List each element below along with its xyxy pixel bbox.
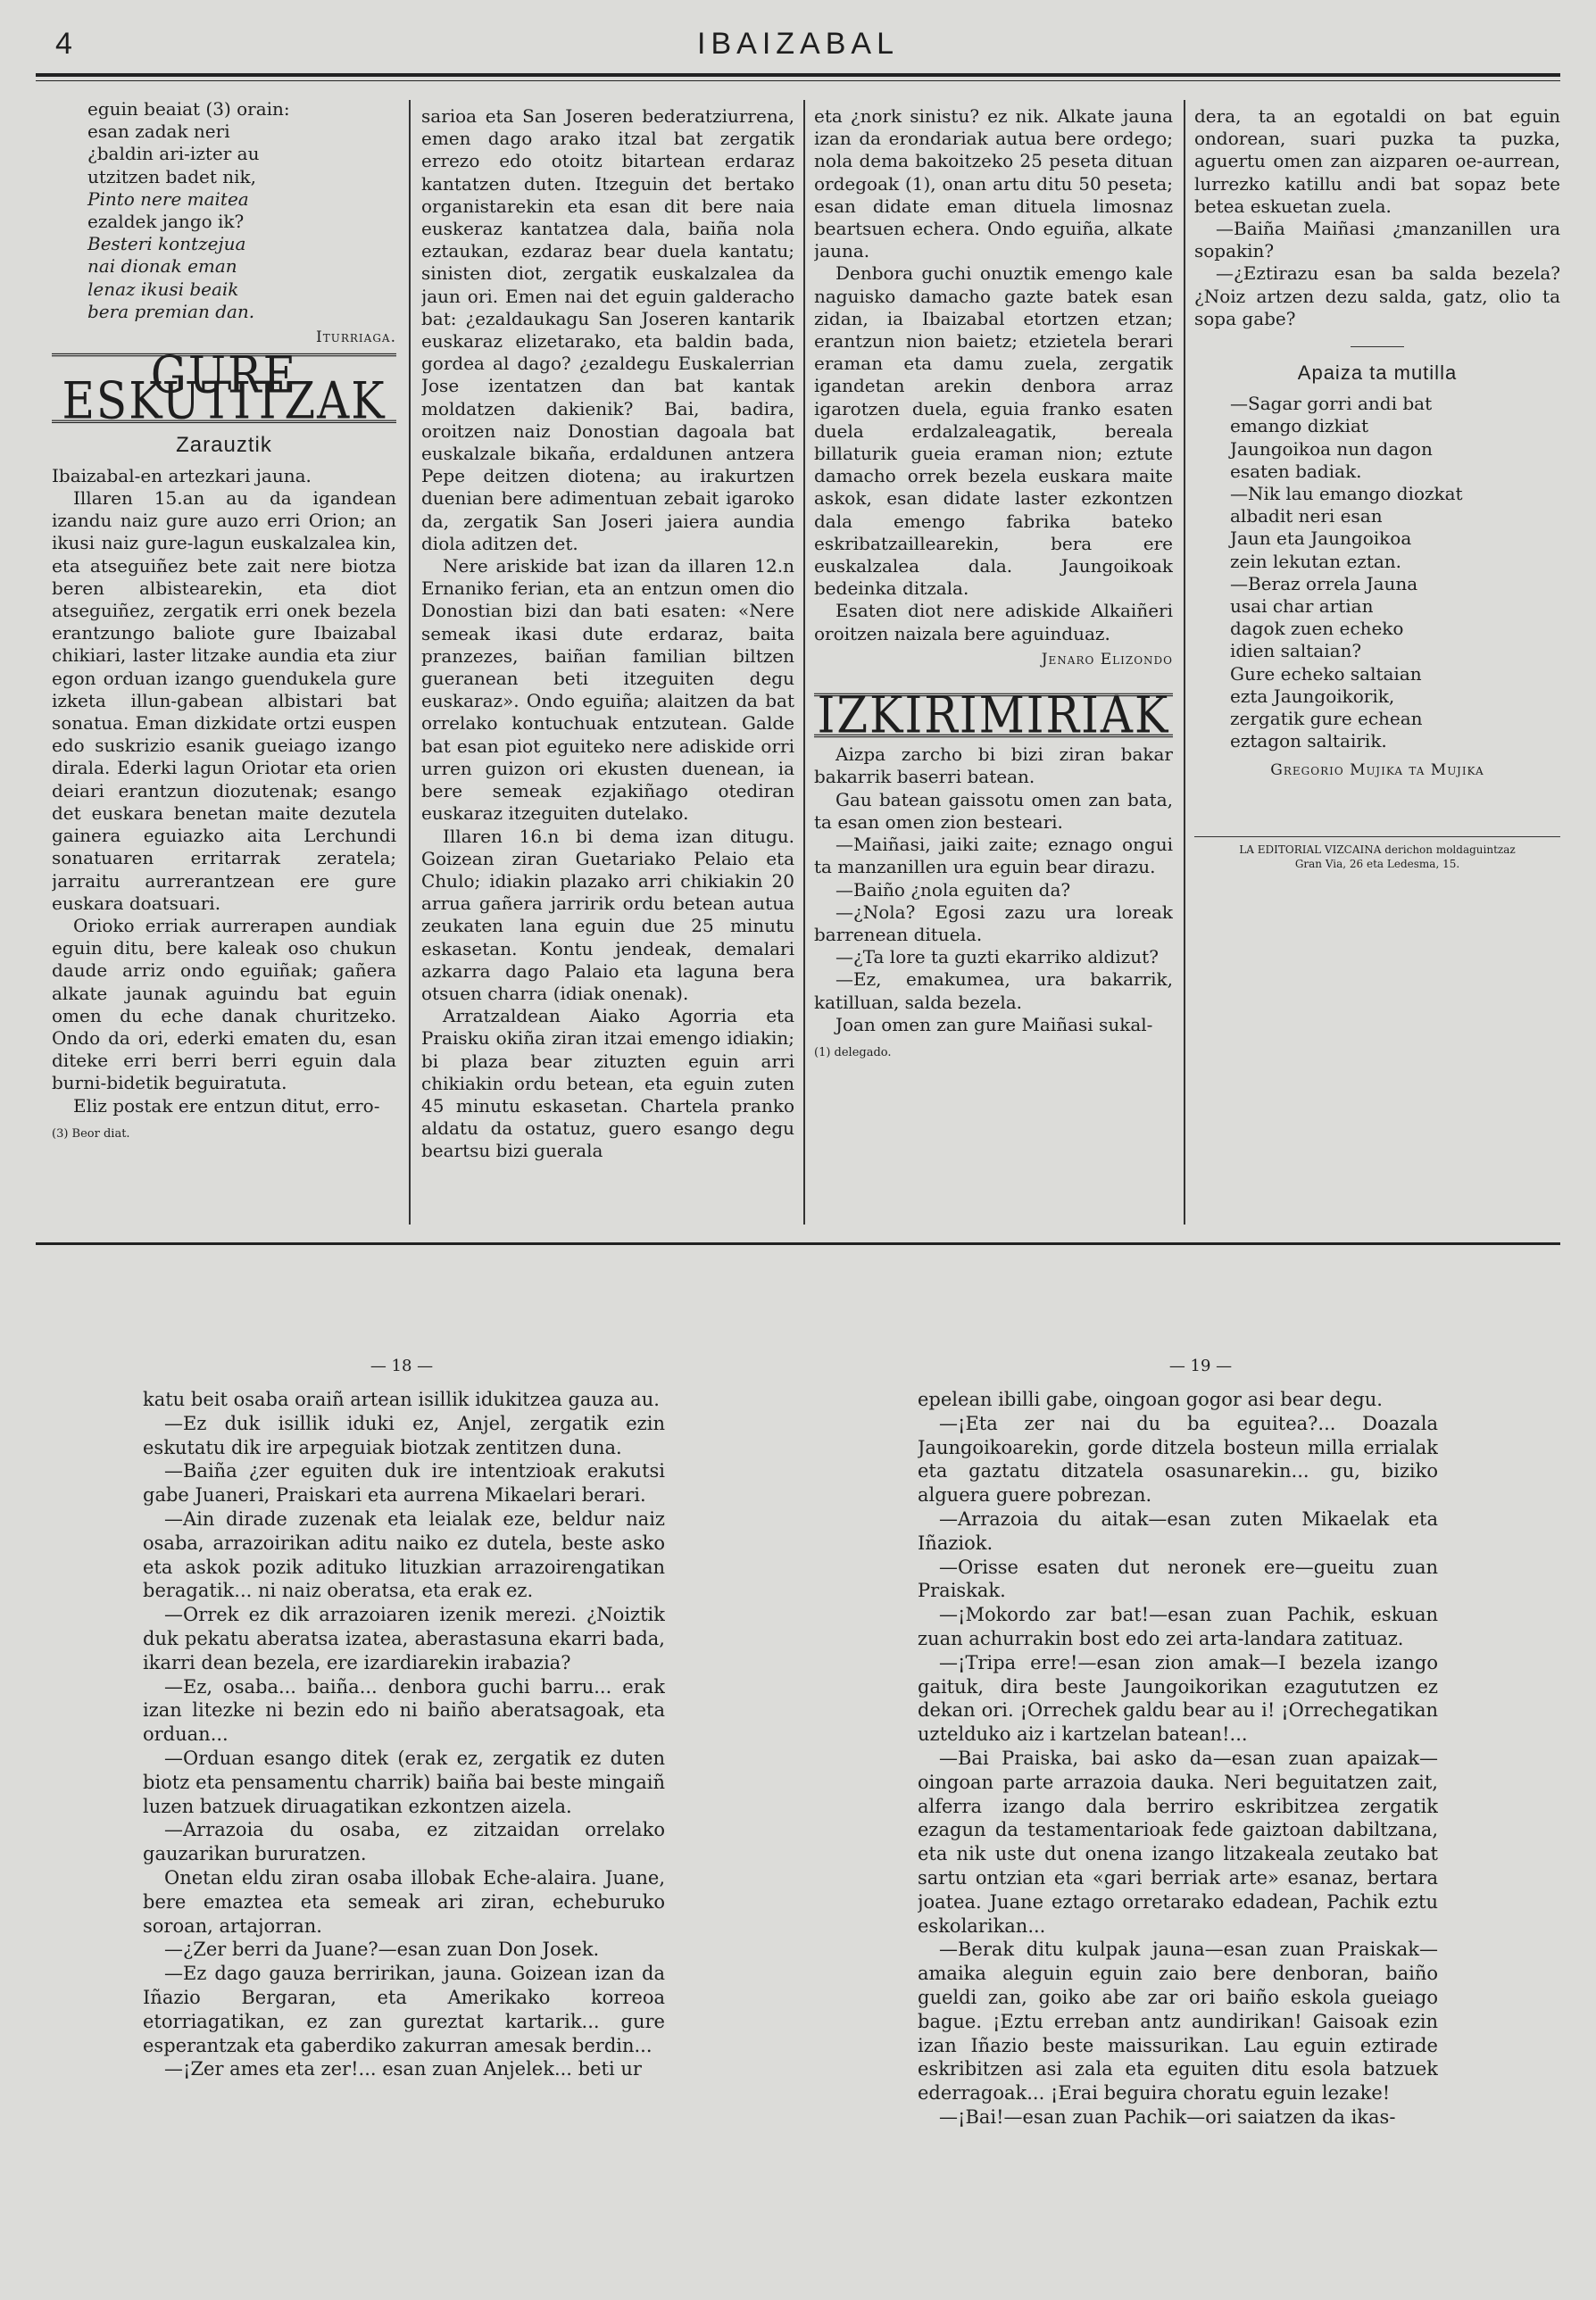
story-paragraph: Aizpa zarcho bi bizi ziran bakar bakarrik baserri batean. xyxy=(814,743,1173,788)
poem-line: Gure echeko saltaian xyxy=(1230,662,1422,685)
poem-line: ezta Jaungoikorik, xyxy=(1230,685,1395,707)
poem-line: —Sagar gorri andi bat xyxy=(1230,393,1433,415)
paragraph: —Ez duk isillik iduki ez, Anjel, zergatik ezin eskutatu dik ire arpeguiak biotzak zentitzen duna. xyxy=(143,1412,665,1458)
paragraph: Onetan eldu ziran osaba illobak Eche-alaira. Juane, bere emaztea eta semeak ari ziran, echeburuko soroan, artajorran. xyxy=(143,1866,665,1937)
poem-line: zergatik gure echean xyxy=(1230,708,1423,730)
poem-line: usai char artian xyxy=(1230,595,1374,618)
column-divider xyxy=(409,100,411,1225)
paragraph: —Orrek ez dik arrazoiaren izenik merezi. ¿Noiztik duk pekatu aberatsa izatea, aberastasuna ekarri bada, ikarri dean bezela, ere izardiarekin irabazia? xyxy=(143,1604,665,1673)
poem-line: eguin beaiat (3) orain: xyxy=(87,98,290,120)
paragraph: —¡Eta zer nai du ba eguitea?... Doazala Jaungoikoarekin, gorde ditzela bosteun milla errialak eta gaztatu ditzatela osasunarekin... gu, biziko alguera guere pobrezan. xyxy=(918,1412,1438,1507)
poem-line: esaten badiak. xyxy=(1230,460,1362,482)
story-paragraph: —Ez, emakumea, ura bakarrik, katilluan, salda bezela. xyxy=(814,968,1173,1013)
article-signature: Jenaro Elizondo xyxy=(1041,650,1173,668)
paragraph: —Ez dago gauza berririkan, jauna. Goizean izan da Iñazio Bergaran, eta Amerikako korreoa etorriagatikan, ez zan gureztat kartarik... gure esperantzak eta gaberdiko zakurran amesak berdin... xyxy=(143,1963,665,2056)
column-4 xyxy=(1194,105,1560,1221)
poem-line: ezaldek jango ik? xyxy=(87,211,245,233)
paragraph: —¡Zer ames eta zer!... esan zuan Anjelek... beti ur xyxy=(164,2058,642,2080)
paragraph: Eliz postak ere entzun ditut, erro- xyxy=(73,1094,380,1117)
paragraph: —Arrazoia du osaba, ez zitzaidan orrelako gauzarikan bururatzen. xyxy=(143,1819,665,1865)
column-3 xyxy=(814,105,1173,1221)
poem-continuation xyxy=(52,98,396,323)
imprint-line: LA EDITORIAL VIZCAINA derichon moldaguintzaz xyxy=(1239,843,1516,856)
section-title-gure-eskutitzak: GURE ESKUTITZAK xyxy=(52,353,396,424)
paragraph: sarioa eta San Joseren bederatziurrena, emen dago arako itzal bat zergatik errezo edo otoitz bitartean erdaraz kantatzen duten. Itzeguin det bertako organistarekin eta esan dit bere naia euskeraz kantatzea dala, baiña nola eztaukan, ezdaraz bear duela kantatu; sinisten diot, zergatik euskalzalea da jaun ori. Emen nai det eguin galderacho bat: ¿ezaldaukagu San Joseren kantarik euskaraz elizetarako, eta baldin bada, gordea al dago? ¿ezaldegu Euskalerrian Jose izentatzen dan bat kantak moldatzen dakienik? Bai, badira, oroitzen naiz Donostian dagoala bat euskalzale bikaña, erdaldunen antzera Pepe deitzen diotena; au irakurtzen duenian bere adimentuan zebait igaroko da, zergatik San Joseri jaiera aundia diola aditzen det. xyxy=(421,105,794,554)
paragraph: —Arrazoia du aitak—esan zuten Mikaelak eta Iñaziok. xyxy=(918,1507,1438,1554)
poem-line: Besteri kontzejua xyxy=(87,233,246,255)
poem-line: —Beraz orrela Jauna xyxy=(1230,572,1418,594)
paragraph: —¡Tripa erre!—esan zion amak—I bezela izango gaituk, dira beste Jaungoikorikan ezagututzen ez dekan ori. ¡Orrechek galdu bear au i! ¡Orrechegatikan uzteldukо aiz i kartzelan batean!... xyxy=(918,1651,1438,1746)
header-rule xyxy=(36,73,1560,77)
poem-title: Apaiza ta mutilla xyxy=(1297,361,1458,385)
supplement-page-18 xyxy=(143,1388,665,2289)
paragraph: —Ez, osaba... baiña... denbora guchi barru... erak izan litezke ni bezin edo ni baiño aberatsagoak, eta orduan... xyxy=(143,1675,665,1746)
story-paragraph: —¿Ta lore ta guzti ekarriko aldizut? xyxy=(835,946,1159,968)
poem-line: Pinto nere maitea xyxy=(87,187,249,210)
paragraph: Nere ariskide bat izan da illaren 12.n Ernaniko ferian, eta an entzun omen dio Donostian bizi dan bati esaten: «Nere semeak ikasi dute erdaraz, baita pranzezes, baiñan familian biltzen gueranean beti itzeguiten degu euskaraz». Ondo eguiña; alaitzen da bat orrelako kontuchuak entzutean. Galde bat esan piot eguiteko nere adiskide orri urren guizon ori ekusten duenean, ia bere semeak ezjakiñago otediran euskaraz itzeguiten dutelako. xyxy=(421,555,794,825)
paragraph: —Baiña ¿zer eguiten duk ire intentzioak erakutsi gabe Juaneri, Praiskari eta aurrena Mikaelari berari. xyxy=(143,1460,665,1507)
masthead-title: IBAIZABAL xyxy=(697,27,899,61)
story-paragraph: —Baiño ¿nola eguiten da? xyxy=(835,878,1071,901)
paragraph: Denbora guchi onuztik emengo kale naguisko damacho gazte batek esan zidan, ia Ibaizabal etortzen etzan; erantzun nion baietz; etzietela berari eraman eta damu zuela, zergatik igandetan arekin denbora arraz igarotzen duela, eguia franko esaten duela erdalzaleagatik, bereala billaturik gueia eraman nion; eztute damacho orrek bezela euskara maite askok, esan didate laster ezkontzen dala emengo fabrika bateko eskribatzaillearekin, bera ere euskalzalea dala. Jaungoikoak bedeinka ditzala. xyxy=(814,262,1173,600)
poem-line: utzitzen badet nik, xyxy=(87,165,257,187)
paragraph: —¡Bai!—esan zuan Pachik—ori saiatzen da ikas- xyxy=(939,2105,1396,2128)
poem-line: —Nik lau emango diozkat xyxy=(1230,483,1463,505)
poem-line: dagok zuen echeko xyxy=(1230,618,1404,640)
poem-line: lenaz ikusi beaik xyxy=(87,278,239,300)
paragraph: —Ain dirade zuzenak eta leialak eze, beldur naiz osaba, arrazoirikan aditu naiko ez dutela, beste asko eta askok pozik adituko lituzkian arrazoirengatikan beragatik... ni naiz oberatsa, eta erak ez. xyxy=(143,1507,665,1602)
salutation: Ibaizabal-en artezkari jauna. xyxy=(52,464,312,486)
paragraph: epelean ibilli gabe, oingoan gogor asi bear degu. xyxy=(918,1389,1383,1410)
letter-origin: Zarauztik xyxy=(176,432,272,457)
paragraph: —Berak ditu kulpak jauna—esan zuan Praiskak—amaika aleguin eguin zaio bere denboran, baiño gueldi zan, goiko abe zar ori baiño eskola gueiago bague. ¡Eztu erreban antz aundirikan! Gaisoak ezin izan Iñazio beste maissurikan. Lau eguin eztirade eskribitzen asi zala eta eguiten ditu esola batzuek ederragoak... ¡Erai beguira choratu eguin lezake! xyxy=(918,1939,1438,2105)
paragraph: Arratzaldean Aiako Agorria eta Praisku okiña ziran itzai emengo idiakin; bi plaza bear zituzten eguin arri chikiakin ordu betean, eta eguin zuten 45 minutu eskasetan. Chartela pranko aldatu da ostatuz, guero esango degu beartsu bizi guerala xyxy=(421,1005,794,1162)
paragraph: eta ¿nork sinistu? ez nik. Alkate jauna izan da erondariak autua bere ordego; nola dema bakoitzeko 25 peseta dituan ordegoak (1), onan artu ditu 50 peseta; esan didate eman dituela limosnaz beartsuen echera. Ondo eguiña, alkate jauna. xyxy=(814,105,1173,262)
poem-line: nai dionak eman xyxy=(87,255,237,278)
column-divider xyxy=(1184,100,1185,1225)
paragraph: Orioko erriak aurrerapen aundiak eguin ditu, bere kaleak oso chukun daude arriz ondo eguiñak; gañera alkate jaunak aguindu bat eguin omen du eche danak churitzeko. Ondo da ori, ederki ematen du, esan diteke erri berri berri eguin dala burni-bidetik beguiratuta. xyxy=(52,914,396,1094)
paragraph: —¡Mokordo zar bat!—esan zuan Pachik, eskuan zuan achurrakin bost edo zei arta-landara zatituaz. xyxy=(918,1604,1438,1649)
column-1 xyxy=(52,98,396,1214)
page-fold-rule xyxy=(36,1242,1560,1245)
story-paragraph: —¿Nola? Egosi zazu ura loreak barrenean dituela. xyxy=(814,901,1173,945)
poem-line: ¿baldin ari-izter au xyxy=(87,143,260,165)
section-title-izkirimiriak: IZKIRIMIRIAK xyxy=(814,693,1173,738)
paragraph: katu beit osaba oraiñ artean isillik idukitzea gauza au. xyxy=(143,1389,660,1410)
paragraph: —Orduan esango ditek (erak ez, zergatik ez duten biotz eta pensamentu charrik) baiña bai beste mingaiñ luzen batzuek diruagatikan ezkontzen aizela. xyxy=(143,1747,665,1817)
paragraph: Illaren 15.an au da igandean izandu naiz gure auzo erri Orion; an ikusi naiz gure-lagun euskalzalea kin, eta atseguiñez bete zait nere biotza beren albistearekin, eta diot atseguiñez, zergatik erri onek bezela erantzungo baliote gure Ibaizabal chikiari, laster litzake aundia eta ziur egon orduan izango guendukela gure izketa illun-gabean albistari bat sonatua. Eman dizkidate ortzi euspen edo suskrizio esanik gueiago izango dirala. Ederki lagun Oriotar eta orien deiari erantzun diozutenak; esango det euskara benetan maite dezutela gainera eguiazko aita Lerchundi sonatuaren erritarrak zeratela; jarraitu aurrerantzean ere gure euskara doatsuari. xyxy=(52,487,396,914)
story-paragraph: —Maiñasi, jaiki zaite; eznago ongui ta manzanillen ura eguin bear dirazu. xyxy=(814,834,1173,878)
poem-line: zein lekutan eztan. xyxy=(1230,550,1402,572)
column-2 xyxy=(421,105,794,1221)
poem-line: Jaungoikoa nun dagon xyxy=(1230,437,1433,460)
paragraph: Illaren 16.n bi dema izan ditugu. Goizean ziran Guetariako Pelaio eta Chulo; idiakin plazako arri chikiakin 20 arrua gañera jarririk ordu betean autua zeukaten lana eguin due 25 minutu eskasetan. Kontu jendeak, demalari azkarra dago Palaio eta laguna bera otsuen charra (idiak onenak). xyxy=(421,825,794,1004)
header-rule-thin xyxy=(36,80,1560,81)
poem-line: bera premian dan. xyxy=(87,300,255,322)
poem-signature: Gregorio Mujika ta Mujika xyxy=(1270,761,1484,780)
paragraph: —¿Zer berri da Juane?—esan zuan Don Josek. xyxy=(164,1939,600,1961)
poem-line: eztagon saltairik. xyxy=(1230,730,1387,752)
footnote: (3) Beor diat. xyxy=(52,1126,130,1141)
folio-19: — 19 — xyxy=(1168,1357,1233,1375)
poem-signature: Iturriaga. xyxy=(316,328,396,347)
story-paragraph: Joan omen zan gure Maiñasi sukal- xyxy=(835,1013,1153,1035)
story-paragraph: Gau batean gaissotu omen zan bata, ta esan omen zion besteari. xyxy=(814,788,1173,833)
folio-18: — 18 — xyxy=(370,1357,434,1375)
page-number: 4 xyxy=(55,27,72,61)
supplement-page-19 xyxy=(918,1388,1438,2289)
separator xyxy=(1351,346,1404,347)
paragraph: —Bai Praiska, bai asko da—esan zuan apaizak—oingoan parte arrazoia dauka. Neri beguitatzen zait, alferra izango dala berriro eskribitzea zergatik ezagun da testamentarioak fede gaiztoan dabiltzana, eta nik uste dut onena izango litzakeala zeutako bat sartu ontzian eta «gari berriak arte» esanaz, bertara joatea. Juane eztago orretarako edadean, Pachik eztu eskolarikan... xyxy=(918,1747,1438,1937)
paragraph: —Orisse esaten dut neronek ere—gueitu zuan Praiskak. xyxy=(918,1556,1438,1602)
imprint-line: Gran Via, 26 eta Ledesma, 15. xyxy=(1294,857,1460,870)
footnote: (1) delegado. xyxy=(814,1045,892,1059)
poem-line: Jaun eta Jaungoikoa xyxy=(1230,527,1412,550)
column-divider xyxy=(803,100,805,1225)
paragraph: Esaten diot nere adiskide Alkaiñeri oroitzen naizala bere aguinduaz. xyxy=(814,600,1173,644)
poem-line: albadit neri esan xyxy=(1230,505,1383,527)
story-paragraph: —Baiña Maiñasi ¿manzanillen ura sopakin? xyxy=(1194,218,1560,262)
poem-line: esan zadak neri xyxy=(87,120,230,143)
story-paragraph: dera, ta an egotaldi on bat eguin ondorean, suari puzka ta puzka, aguertu omen zan aizparen oe-aurrean, lurrezko katillu andi bat sopaz bete betea eskuetan zuela. xyxy=(1194,105,1560,217)
poem-line: emango dizkiat xyxy=(1230,415,1369,437)
printer-imprint xyxy=(1194,836,1560,871)
poem-line: idien saltaian? xyxy=(1230,640,1362,662)
story-paragraph: —¿Eztirazu esan ba salda bezela? ¿Noiz artzen dezu salda, gatz, olio ta sopa gabe? xyxy=(1194,262,1560,329)
poem xyxy=(1194,393,1560,752)
